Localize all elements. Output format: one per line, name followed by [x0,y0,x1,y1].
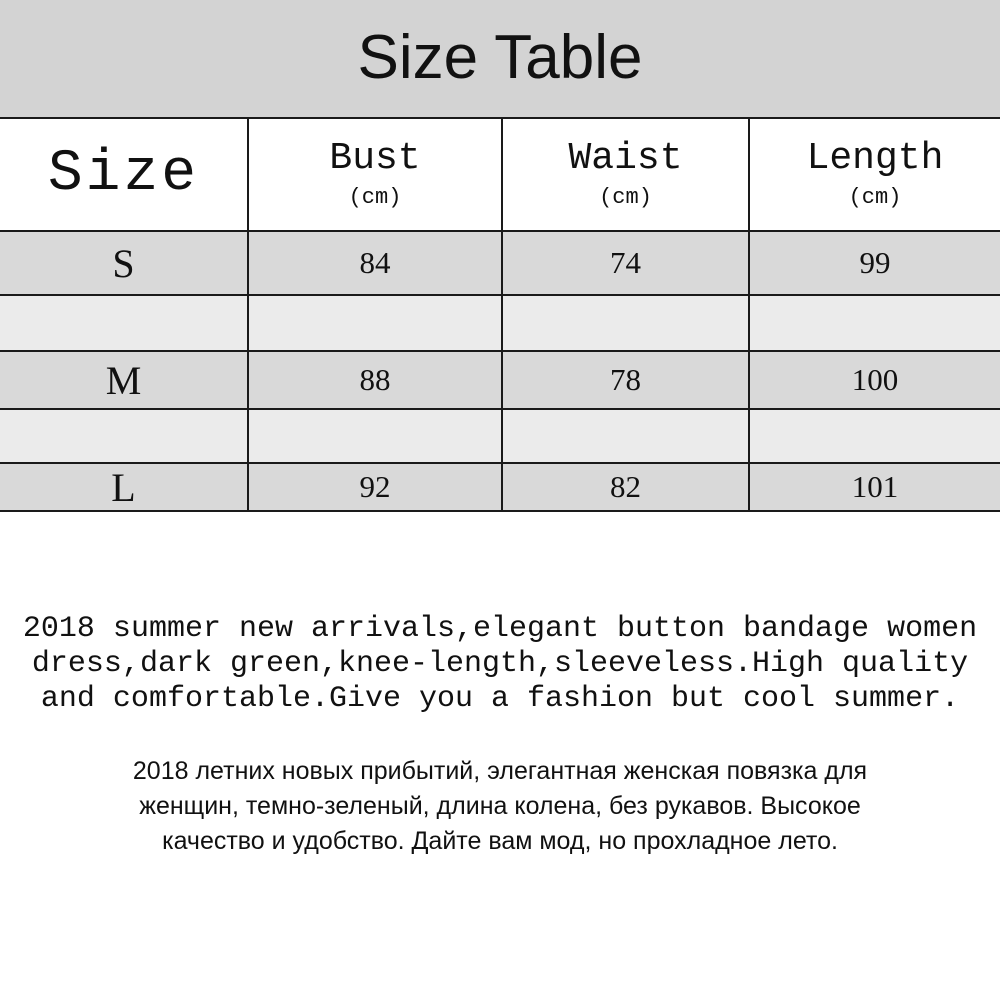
description-line: женщин, темно-зеленый, длина колена, без рукавов. Высокое [139,792,861,820]
waist-cell [503,232,748,294]
bust-value: 92 [359,469,391,504]
header-length-unit: (cm) [848,184,902,210]
header-bust-unit: (cm) [348,184,402,210]
bust-cell [249,352,501,408]
table-spacer-row [0,294,1000,350]
table-spacer-row [0,408,1000,462]
english-description [0,612,1000,717]
bust-cell [249,464,501,510]
length-value: 99 [859,245,891,280]
size-table [0,117,1000,512]
column-divider [247,117,249,512]
header-waist-unit: (cm) [599,184,652,210]
russian-description [0,754,1000,859]
table-row-s [0,230,1000,294]
column-divider [501,117,503,512]
size-value: S [112,240,135,286]
bust-value: 84 [359,245,391,280]
bust-cell [249,232,501,294]
size-cell [0,464,247,510]
size-value: L [111,464,136,510]
description-line: 2018 summer new arrivals,elegant button bandage women [22,612,978,646]
size-cell [0,232,247,294]
waist-value: 74 [610,245,641,280]
length-value: 100 [851,362,899,397]
waist-cell [503,352,748,408]
title-banner [0,0,1000,117]
header-bust-label: Bust [329,136,421,180]
length-value: 101 [851,469,899,504]
waist-value: 82 [610,469,641,504]
header-length-label: Length [806,136,944,180]
table-header-row [0,117,1000,230]
waist-cell [503,464,748,510]
table-row-m [0,350,1000,408]
description-line: 2018 летних новых прибытий, элегантная женская повязка для [132,757,868,785]
waist-value: 78 [610,362,641,397]
column-divider [748,117,750,512]
header-size-label: Size [47,142,200,207]
length-cell [750,232,1000,294]
page-title: Size Table [357,22,643,92]
size-value: M [105,357,142,403]
description-line: качество и удобство. Дайте вам мод, но прохладное лето. [162,827,838,855]
length-cell [750,464,1000,510]
header-bust-cell [249,119,501,230]
header-length-cell [750,119,1000,230]
description-line: and comfortable.Give you a fashion but cool summer. [40,682,960,716]
length-cell [750,352,1000,408]
description-line: dress,dark green,knee-length,sleeveless.High quality [31,647,969,681]
header-waist-cell [503,119,748,230]
table-row-l [0,462,1000,512]
bust-value: 88 [359,362,391,397]
header-size-cell [0,119,247,230]
header-waist-label: Waist [568,136,683,180]
size-cell [0,352,247,408]
